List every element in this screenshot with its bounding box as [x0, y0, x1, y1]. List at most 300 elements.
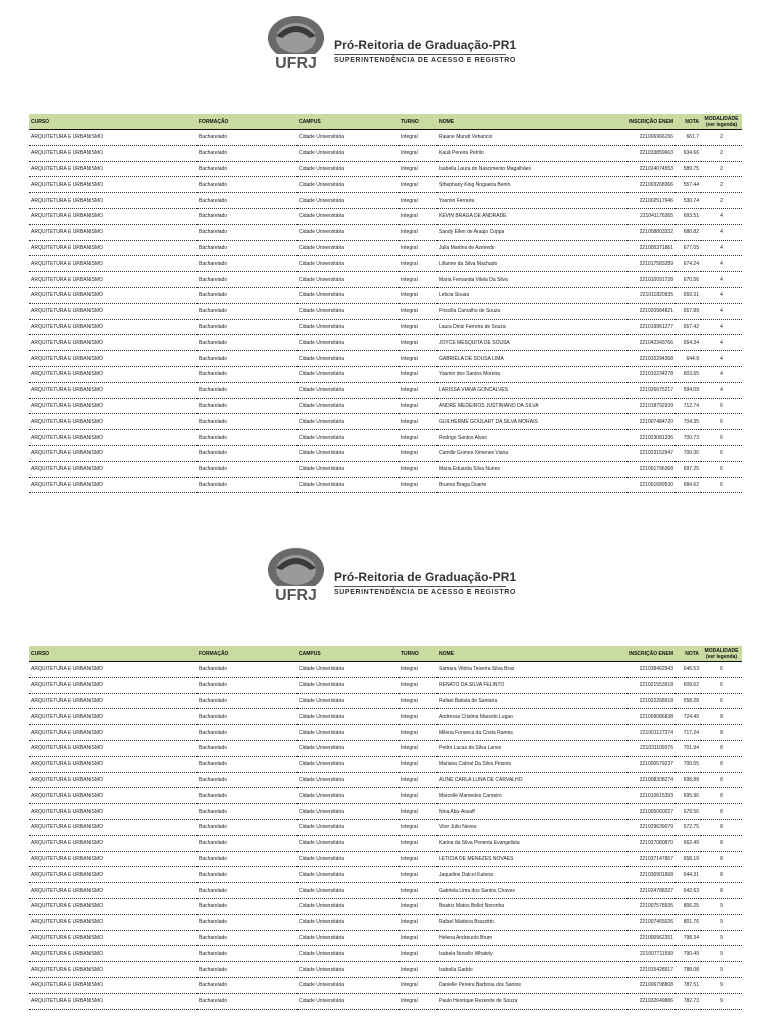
cell-inscricao: 221020984821	[627, 303, 675, 319]
table-row	[29, 130, 742, 146]
cell-campus: Cidade Universitária	[297, 445, 399, 461]
table-row	[29, 398, 742, 414]
cell-formacao: Bacharelado	[197, 287, 297, 303]
table-row	[29, 898, 742, 914]
cell-inscricao: 221008308274	[627, 772, 675, 788]
cell-campus: Cidade Universitária	[297, 851, 399, 867]
column-header-curso: CURSO	[29, 646, 197, 662]
cell-campus: Cidade Universitária	[297, 398, 399, 414]
cell-nota: 530.74	[675, 193, 701, 209]
cell-turno: Integral	[399, 335, 437, 351]
cell-nota: 693.51	[675, 208, 701, 224]
cell-formacao: Bacharelado	[197, 319, 297, 335]
cell-turno: Integral	[399, 382, 437, 398]
cell-campus: Cidade Universitária	[297, 725, 399, 741]
cell-campus: Cidade Universitária	[297, 993, 399, 1009]
cell-nota: 717.24	[675, 725, 701, 741]
cell-inscricao: 221017583289	[627, 256, 675, 272]
cell-modalidade: 8	[701, 788, 742, 804]
cell-modalidade: 2	[701, 177, 742, 193]
cell-campus: Cidade Universitária	[297, 430, 399, 446]
cell-nota: 672.75	[675, 819, 701, 835]
cell-nota: 594.09	[675, 382, 701, 398]
cell-campus: Cidade Universitária	[297, 883, 399, 899]
cell-turno: Integral	[399, 477, 437, 493]
cell-nota: 644.9	[675, 351, 701, 367]
cell-inscricao: 221011820935	[627, 287, 675, 303]
table-header-row	[29, 114, 742, 130]
cell-nota: 654.34	[675, 335, 701, 351]
cell-campus: Cidade Universitária	[297, 414, 399, 430]
cell-nome: Julia Martins de Azevedo	[437, 240, 627, 256]
cell-nota: 790.49	[675, 946, 701, 962]
table-row	[29, 740, 742, 756]
cell-campus: Cidade Universitária	[297, 145, 399, 161]
cell-inscricao: 221000579237	[627, 756, 675, 772]
cell-nome: RENATO DA SILVA FELINTO	[437, 677, 627, 693]
cell-turno: Integral	[399, 772, 437, 788]
cell-curso: ARQUITETURA E URBANISMO	[29, 319, 197, 335]
ufrj-logo-text: UFRJ	[275, 55, 317, 72]
cell-curso: ARQUITETURA E URBANISMO	[29, 819, 197, 835]
cell-campus: Cidade Universitária	[297, 740, 399, 756]
header-divider	[334, 54, 506, 55]
table-row	[29, 256, 742, 272]
cell-turno: Integral	[399, 272, 437, 288]
cell-nome: Rafael Batista de Santana	[437, 693, 627, 709]
table-row	[29, 993, 742, 1009]
cell-turno: Integral	[399, 366, 437, 382]
cell-formacao: Bacharelado	[197, 272, 297, 288]
cell-nome: Priscilla Carvalho de Souza	[437, 303, 627, 319]
cell-inscricao: 221002517946	[627, 193, 675, 209]
cell-modalidade: 8	[701, 867, 742, 883]
column-header-curso: CURSO	[29, 114, 197, 130]
cell-campus: Cidade Universitária	[297, 946, 399, 962]
cell-campus: Cidade Universitária	[297, 756, 399, 772]
cell-nota: 662.49	[675, 835, 701, 851]
cell-campus: Cidade Universitária	[297, 709, 399, 725]
cell-nome: Paulo Henrique Rezende de Souza	[437, 993, 627, 1009]
table-row	[29, 819, 742, 835]
table-row	[29, 303, 742, 319]
cell-modalidade: 8	[701, 851, 742, 867]
cell-formacao: Bacharelado	[197, 130, 297, 146]
cell-formacao: Bacharelado	[197, 477, 297, 493]
cell-nota: 712.74	[675, 398, 701, 414]
cell-campus: Cidade Universitária	[297, 161, 399, 177]
cell-inscricao: 221026675217	[627, 382, 675, 398]
cell-curso: ARQUITETURA E URBANISMO	[29, 382, 197, 398]
cell-curso: ARQUITETURA E URBANISMO	[29, 130, 197, 146]
cell-turno: Integral	[399, 977, 437, 993]
cell-formacao: Bacharelado	[197, 993, 297, 1009]
cell-inscricao: 221010615393	[627, 788, 675, 804]
cell-turno: Integral	[399, 804, 437, 820]
cell-curso: ARQUITETURA E URBANISMO	[29, 756, 197, 772]
cell-formacao: Bacharelado	[197, 788, 297, 804]
column-header-inscricao: INSCRIÇÃO ENEM	[627, 114, 675, 130]
cell-nota: 701.94	[675, 740, 701, 756]
table-body	[29, 662, 742, 1010]
cell-modalidade: 8	[701, 725, 742, 741]
cell-turno: Integral	[399, 193, 437, 209]
cell-inscricao: 221009086838	[627, 709, 675, 725]
column-header-turno: TURNO	[399, 114, 437, 130]
cell-nota: 695.96	[675, 788, 701, 804]
cell-turno: Integral	[399, 709, 437, 725]
cell-campus: Cidade Universitária	[297, 303, 399, 319]
cell-formacao: Bacharelado	[197, 725, 297, 741]
cell-campus: Cidade Universitária	[297, 804, 399, 820]
cell-turno: Integral	[399, 161, 437, 177]
cell-campus: Cidade Universitária	[297, 256, 399, 272]
table-row	[29, 725, 742, 741]
cell-turno: Integral	[399, 319, 437, 335]
cell-nota: 700.73	[675, 430, 701, 446]
cell-formacao: Bacharelado	[197, 962, 297, 978]
cell-nota: 557.44	[675, 177, 701, 193]
cell-formacao: Bacharelado	[197, 977, 297, 993]
cell-turno: Integral	[399, 430, 437, 446]
cell-campus: Cidade Universitária	[297, 898, 399, 914]
cell-turno: Integral	[399, 461, 437, 477]
cell-formacao: Bacharelado	[197, 256, 297, 272]
table-row	[29, 335, 742, 351]
cell-curso: ARQUITETURA E URBANISMO	[29, 193, 197, 209]
table-row	[29, 414, 742, 430]
cell-modalidade: 6	[701, 414, 742, 430]
cell-modalidade: 6	[701, 398, 742, 414]
cell-formacao: Bacharelado	[197, 883, 297, 899]
cell-nome: Leticia Sousa	[437, 287, 627, 303]
cell-campus: Cidade Universitária	[297, 461, 399, 477]
cell-inscricao: 221042343766	[627, 335, 675, 351]
cell-curso: ARQUITETURA E URBANISMO	[29, 256, 197, 272]
cell-curso: ARQUITETURA E URBANISMO	[29, 287, 197, 303]
cell-nome: Sandy Ellen de Araújo Crippa	[437, 224, 627, 240]
cell-nome: Beatriz Matos Bellot Noronha	[437, 898, 627, 914]
modalidade-legend-note: (ver legenda)	[705, 121, 738, 128]
cell-nota: 646.53	[675, 662, 701, 678]
cell-nome: Helena Andreuolo Brum	[437, 930, 627, 946]
table-row	[29, 677, 742, 693]
table-row	[29, 208, 742, 224]
cell-nome: ANDRE MEDEIROS JUSTINIANO DA SILVA	[437, 398, 627, 414]
cell-curso: ARQUITETURA E URBANISMO	[29, 303, 197, 319]
table-row	[29, 867, 742, 883]
cell-modalidade: 8	[701, 756, 742, 772]
cell-formacao: Bacharelado	[197, 851, 297, 867]
cell-formacao: Bacharelado	[197, 662, 297, 678]
cell-campus: Cidade Universitária	[297, 477, 399, 493]
cell-curso: ARQUITETURA E URBANISMO	[29, 351, 197, 367]
column-header-campus: CAMPUS	[297, 646, 399, 662]
cell-inscricao: 221024074553	[627, 161, 675, 177]
cell-campus: Cidade Universitária	[297, 240, 399, 256]
cell-campus: Cidade Universitária	[297, 382, 399, 398]
cell-inscricao: 221027080870	[627, 835, 675, 851]
cell-nota: 806.25	[675, 898, 701, 914]
table-row	[29, 962, 742, 978]
cell-nome: GABRIELA DE SOUSA LIMA	[437, 351, 627, 367]
column-header-formacao: FORMAÇÃO	[197, 114, 297, 130]
cell-curso: ARQUITETURA E URBANISMO	[29, 725, 197, 741]
cell-turno: Integral	[399, 867, 437, 883]
cell-curso: ARQUITETURA E URBANISMO	[29, 709, 197, 725]
cell-inscricao: 221029639079	[627, 819, 675, 835]
column-header-turno: TURNO	[399, 646, 437, 662]
cell-curso: ARQUITETURA E URBANISMO	[29, 208, 197, 224]
cell-modalidade: 9	[701, 914, 742, 930]
cell-nota: 724.49	[675, 709, 701, 725]
cell-inscricao: 221001689530	[627, 477, 675, 493]
header-title: Pró-Reitoria de Graduação-PR1	[334, 38, 517, 52]
cell-curso: ARQUITETURA E URBANISMO	[29, 914, 197, 930]
cell-turno: Integral	[399, 962, 437, 978]
cell-inscricao: 221008803332	[627, 224, 675, 240]
cell-inscricao: 221010234278	[627, 366, 675, 382]
cell-campus: Cidade Universitária	[297, 208, 399, 224]
cell-nome: LARISSA VIANA GONCALVES	[437, 382, 627, 398]
cell-formacao: Bacharelado	[197, 414, 297, 430]
cell-modalidade: 9	[701, 993, 742, 1009]
cell-modalidade: 9	[701, 930, 742, 946]
cell-turno: Integral	[399, 693, 437, 709]
cell-formacao: Bacharelado	[197, 835, 297, 851]
cell-inscricao: 221007711599	[627, 946, 675, 962]
cell-campus: Cidade Universitária	[297, 962, 399, 978]
cell-campus: Cidade Universitária	[297, 335, 399, 351]
cell-nome: Isabella Gaddo	[437, 962, 627, 978]
cell-modalidade: 8	[701, 883, 742, 899]
cell-inscricao: 221010091728	[627, 272, 675, 288]
header-subtitle: SUPERINTENDÊNCIA DE ACESSO E REGISTRO	[334, 57, 516, 64]
cell-curso: ARQUITETURA E URBANISMO	[29, 772, 197, 788]
cell-inscricao: 221007465026	[627, 914, 675, 930]
cell-nome: Danielle Pereira Barbosa dos Santos	[437, 977, 627, 993]
table-row	[29, 430, 742, 446]
cell-curso: ARQUITETURA E URBANISMO	[29, 224, 197, 240]
cell-campus: Cidade Universitária	[297, 287, 399, 303]
table-row	[29, 851, 742, 867]
cell-curso: ARQUITETURA E URBANISMO	[29, 962, 197, 978]
cell-nota: 661.7	[675, 130, 701, 146]
cell-nota: 678.56	[675, 804, 701, 820]
cell-curso: ARQUITETURA E URBANISMO	[29, 335, 197, 351]
cell-campus: Cidade Universitária	[297, 177, 399, 193]
cell-turno: Integral	[399, 725, 437, 741]
cell-nome: Maria Eduarda Silva Nunes	[437, 461, 627, 477]
cell-campus: Cidade Universitária	[297, 193, 399, 209]
table-row	[29, 662, 742, 678]
cell-nota: 659.31	[675, 287, 701, 303]
cell-inscricao: 221036901868	[627, 867, 675, 883]
cell-nota: 644.31	[675, 867, 701, 883]
cell-modalidade: 2	[701, 145, 742, 161]
table-row	[29, 319, 742, 335]
cell-nome: Rodrigo Santos Alves	[437, 430, 627, 446]
cell-formacao: Bacharelado	[197, 208, 297, 224]
header-title: Pró-Reitoria de Graduação-PR1	[334, 570, 517, 584]
cell-modalidade: 2	[701, 161, 742, 177]
page-header	[262, 14, 522, 80]
cell-nome: Gabriela Lima dos Santos Chaves	[437, 883, 627, 899]
cell-formacao: Bacharelado	[197, 740, 297, 756]
cell-modalidade: 8	[701, 835, 742, 851]
cell-modalidade: 4	[701, 335, 742, 351]
table-row	[29, 914, 742, 930]
cell-nota: 697.25	[675, 461, 701, 477]
cell-inscricao: 221018792939	[627, 398, 675, 414]
table-row	[29, 709, 742, 725]
cell-nota: 782.73	[675, 993, 701, 1009]
cell-nome: JOYCE MESQUITA DE SOUSA	[437, 335, 627, 351]
cell-inscricao: 221006966156	[627, 130, 675, 146]
cell-nome: ALINE CARLA LUNA DE CARVALHO	[437, 772, 627, 788]
table-row	[29, 272, 742, 288]
cell-nome: Vitor Julio Neves	[437, 819, 627, 835]
cell-modalidade: 6	[701, 693, 742, 709]
cell-curso: ARQUITETURA E URBANISMO	[29, 461, 197, 477]
cell-turno: Integral	[399, 130, 437, 146]
cell-inscricao: 221021553918	[627, 677, 675, 693]
cell-turno: Integral	[399, 946, 437, 962]
cell-campus: Cidade Universitária	[297, 930, 399, 946]
cell-inscricao: 221001796368	[627, 461, 675, 477]
cell-curso: ARQUITETURA E URBANISMO	[29, 240, 197, 256]
cell-modalidade: 8	[701, 819, 742, 835]
cell-formacao: Bacharelado	[197, 772, 297, 788]
column-header-campus: CAMPUS	[297, 114, 399, 130]
table-row	[29, 788, 742, 804]
cell-curso: ARQUITETURA E URBANISMO	[29, 445, 197, 461]
cell-nota: 801.76	[675, 914, 701, 930]
cell-modalidade: 8	[701, 709, 742, 725]
cell-inscricao: 221032049886	[627, 993, 675, 1009]
cell-formacao: Bacharelado	[197, 461, 297, 477]
cell-modalidade: 6	[701, 677, 742, 693]
cell-modalidade: 9	[701, 946, 742, 962]
column-header-inscricao: INSCRIÇÃO ENEM	[627, 646, 675, 662]
cell-campus: Cidade Universitária	[297, 867, 399, 883]
cell-nome: Lilianne da Silva Machado	[437, 256, 627, 272]
table-row	[29, 835, 742, 851]
cell-modalidade: 9	[701, 962, 742, 978]
cell-curso: ARQUITETURA E URBANISMO	[29, 851, 197, 867]
cell-nota: 677.05	[675, 240, 701, 256]
column-header-formacao: FORMAÇÃO	[197, 646, 297, 662]
cell-modalidade: 2	[701, 193, 742, 209]
ufrj-logo-emblem	[262, 546, 330, 606]
column-header-nome: NOME	[437, 114, 627, 130]
cell-turno: Integral	[399, 677, 437, 693]
cell-modalidade: 4	[701, 224, 742, 240]
cell-inscricao: 221037147867	[627, 851, 675, 867]
cell-nota: 642.63	[675, 883, 701, 899]
cell-formacao: Bacharelado	[197, 898, 297, 914]
cell-inscricao: 221005371861	[627, 240, 675, 256]
table-row	[29, 240, 742, 256]
cell-curso: ARQUITETURA E URBANISMO	[29, 883, 197, 899]
cell-turno: Integral	[399, 993, 437, 1009]
cell-formacao: Bacharelado	[197, 756, 297, 772]
table-row	[29, 772, 742, 788]
cell-inscricao: 221015428917	[627, 962, 675, 978]
cell-nome: Isabela Novello Whately	[437, 946, 627, 962]
cell-formacao: Bacharelado	[197, 145, 297, 161]
table-row	[29, 977, 742, 993]
cell-campus: Cidade Universitária	[297, 319, 399, 335]
cell-nome: Yasmin dos Santos Moreira	[437, 366, 627, 382]
cell-inscricao: 221023081336	[627, 430, 675, 446]
cell-modalidade: 4	[701, 319, 742, 335]
cell-modalidade: 9	[701, 898, 742, 914]
cell-nome: Camille Gomes Ximenes Viana	[437, 445, 627, 461]
table-body	[29, 130, 742, 493]
cell-campus: Cidade Universitária	[297, 272, 399, 288]
cell-inscricao: 221007578935	[627, 898, 675, 914]
cell-nome: Pedro Lucas da Silva Lanes	[437, 740, 627, 756]
cell-nome: LETICIA DE MENEZES NOVAES	[437, 851, 627, 867]
cell-nota: 684.62	[675, 477, 701, 493]
cell-modalidade: 4	[701, 366, 742, 382]
table-row	[29, 930, 742, 946]
cell-nota: 670.56	[675, 272, 701, 288]
cell-inscricao: 221023152947	[627, 445, 675, 461]
cell-curso: ARQUITETURA E URBANISMO	[29, 366, 197, 382]
header-divider	[334, 586, 506, 587]
cell-modalidade: 4	[701, 382, 742, 398]
cell-nome: Rafael Madeira Brazzitto	[437, 914, 627, 930]
cell-formacao: Bacharelado	[197, 946, 297, 962]
cell-formacao: Bacharelado	[197, 303, 297, 319]
cell-inscricao: 221001127374	[627, 725, 675, 741]
cell-nome: Marcelle Mamedes Carneiro	[437, 788, 627, 804]
cell-formacao: Bacharelado	[197, 430, 297, 446]
table-row	[29, 804, 742, 820]
table-row	[29, 461, 742, 477]
modalidade-label: MODALIDADE	[704, 115, 739, 122]
cell-inscricao: 221024788327	[627, 883, 675, 899]
cell-formacao: Bacharelado	[197, 819, 297, 835]
cell-curso: ARQUITETURA E URBANISMO	[29, 993, 197, 1009]
cell-campus: Cidade Universitária	[297, 130, 399, 146]
cell-curso: ARQUITETURA E URBANISMO	[29, 804, 197, 820]
cell-modalidade: 4	[701, 256, 742, 272]
cell-modalidade: 6	[701, 430, 742, 446]
cell-curso: ARQUITETURA E URBANISMO	[29, 930, 197, 946]
cell-curso: ARQUITETURA E URBANISMO	[29, 398, 197, 414]
cell-modalidade: 4	[701, 351, 742, 367]
cell-nome: GUILHERME GOULART DA SILVA MORAIS	[437, 414, 627, 430]
column-header-nota: NOTA	[675, 646, 701, 662]
cell-turno: Integral	[399, 240, 437, 256]
cell-nome: Andressa Cristina Macedo Lugao	[437, 709, 627, 725]
cell-turno: Integral	[399, 835, 437, 851]
cell-formacao: Bacharelado	[197, 677, 297, 693]
cell-nota: 698.88	[675, 772, 701, 788]
table-row	[29, 351, 742, 367]
cell-inscricao: 221003268366	[627, 177, 675, 193]
cell-turno: Integral	[399, 851, 437, 867]
table-row	[29, 946, 742, 962]
cell-nota: 674.24	[675, 256, 701, 272]
cell-turno: Integral	[399, 756, 437, 772]
cell-nota: 787.51	[675, 977, 701, 993]
cell-nome: Mariana Cabral Da Silva Peixoto	[437, 756, 627, 772]
table-row	[29, 382, 742, 398]
